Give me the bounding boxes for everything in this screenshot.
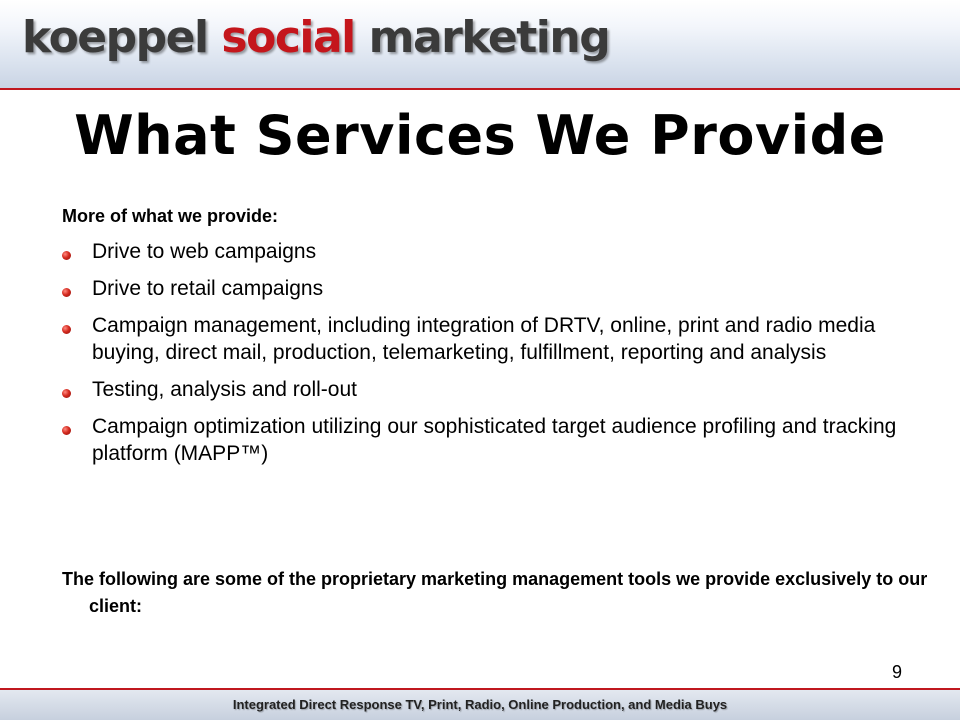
logo-word-social: social [221, 12, 355, 63]
list-item [62, 376, 912, 403]
intro-text: More of what we provide: [62, 206, 279, 226]
bullet-icon [62, 389, 71, 398]
footer-tagline: Integrated Direct Response TV, Print, Radio, Online Production, and Media Buys [232, 697, 728, 712]
list-item-text: Drive to web campaigns [92, 240, 317, 263]
list-item-text: Campaign optimization utilizing our sophisticated target audience profiling and tracking platform (MAPP™) [92, 415, 897, 465]
header-divider [0, 88, 960, 90]
slide-header [0, 0, 960, 88]
bullet-icon [62, 325, 71, 334]
closing-text: The following are some of the proprietary marketing management tools we provide exclusively to our client: [62, 569, 928, 616]
bullet-icon [62, 288, 71, 297]
slide-footer [0, 690, 960, 720]
logo-word-koeppel: koeppel [22, 12, 208, 63]
company-logo [22, 12, 609, 63]
list-item [62, 413, 912, 467]
list-item-text: Testing, analysis and roll-out [92, 378, 357, 401]
list-item-text: Campaign management, including integration of DRTV, online, print and radio media buying, direct mail, production, telemarketing, fulfillment, reporting and analysis [92, 314, 876, 364]
list-item [62, 238, 912, 265]
bullet-icon [62, 251, 71, 260]
list-item [62, 275, 912, 302]
page-number: 9 [891, 662, 902, 682]
services-list [62, 238, 912, 477]
slide-title: What Services We Provide [74, 104, 886, 167]
list-item-text: Drive to retail campaigns [92, 277, 324, 300]
list-item [62, 312, 912, 366]
logo-word-marketing: marketing [368, 12, 610, 63]
bullet-icon [62, 426, 71, 435]
